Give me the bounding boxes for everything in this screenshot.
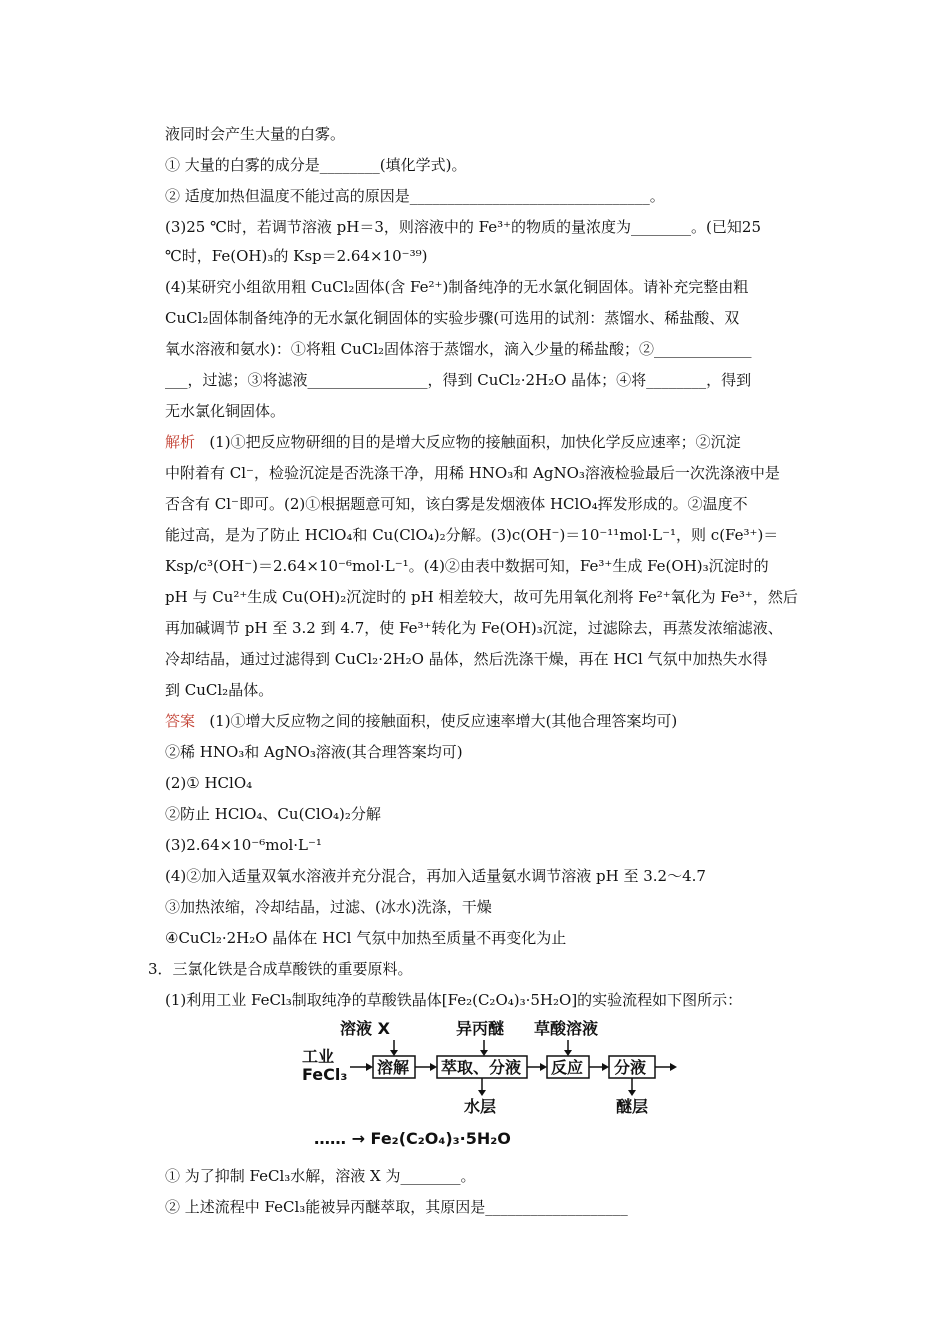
text-line: pH 与 Cu²⁺生成 Cu(OH)₂沉淀时的 pH 相差较大，故可先用氧化剂将 Fe²⁺氧化为 Fe³⁺，然后: [165, 588, 798, 606]
flow-arrowhead: [390, 1050, 398, 1056]
text-line: CuCl₂固体制备纯净的无水氯化铜固体的实验步骤(可选用的试剂：蒸馏水、稀盐酸、双: [165, 309, 740, 327]
flow-reagent-1: 溶液 X: [340, 1019, 390, 1038]
text-line: (4)②加入适量双氧水溶液并充分混合，再加入适量氨水调节溶液 pH 至 3.2～4.7: [165, 867, 706, 885]
text-line: ④CuCl₂·2H₂O 晶体在 HCl 气氛中加热至质量不再变化为止: [165, 929, 567, 947]
flow-arrowhead: [540, 1063, 547, 1071]
text-line: 液同时会产生大量的白雾。: [165, 125, 346, 143]
text-line: 冷却结晶，通过过滤得到 CuCl₂·2H₂O 晶体，然后洗涤干燥，再在 HCl 气氛中加热失水得: [165, 650, 768, 668]
flow-reagent-3: 草酸溶液: [534, 1019, 599, 1038]
text-line: ② 上述流程中 FeCl₃能被异丙醚萃取，其原因是___________________: [165, 1198, 628, 1216]
answer-label: 答案: [165, 712, 196, 730]
flow-arrowhead: [366, 1063, 373, 1071]
text-line: ③加热浓缩，冷却结晶，过滤、(冰水)洗涤，干燥: [165, 898, 492, 916]
flow-output-ether: 醚层: [616, 1097, 649, 1116]
answer-first-line: [165, 711, 677, 731]
text-line: ___，过滤；③将滤液________________，得到 CuCl₂·2H₂O 晶体；④将________，得到: [165, 371, 752, 389]
text-line: ②稀 HNO₃和 AgNO₃溶液(其合理答案均可): [165, 743, 463, 761]
flow-input-line1: 工业: [302, 1047, 335, 1066]
flow-arrowhead: [564, 1050, 572, 1056]
text-line: (2)① HClO₄: [165, 774, 253, 792]
text-line: (3)2.64×10⁻⁶mol·L⁻¹: [165, 836, 322, 854]
text-line: ②防止 HClO₄、Cu(ClO₄)₂分解: [165, 805, 381, 823]
text-line: 氧水溶液和氨水)：①将粗 CuCl₂固体溶于蒸馏水，滴入少量的稀盐酸；②_____________: [165, 340, 752, 358]
text-line: 能过高，是为了防止 HClO₄和 Cu(ClO₄)₂分解。(3)c(OH⁻)＝10⁻¹¹mol·L⁻¹，则 c(Fe³⁺)＝: [165, 526, 779, 544]
text-line: ℃时，Fe(OH)₃的 Ksp＝2.64×10⁻³⁹): [165, 247, 428, 265]
text-line: 中附着有 Cl⁻，检验沉淀是否洗涤干净，用稀 HNO₃和 AgNO₃溶液检验最后一次洗涤液中是: [165, 464, 780, 482]
flow-arrowhead: [628, 1090, 636, 1096]
analysis-label: 解析: [165, 433, 196, 451]
flow-box-extract-label: 萃取、分液: [441, 1058, 522, 1077]
text-line: (3)25 ℃时，若调节溶液 pH＝3，则溶液中的 Fe³⁺的物质的量浓度为________。(已知25: [165, 218, 761, 236]
flow-arrowhead: [602, 1063, 609, 1071]
flow-product: …… → Fe₂(C₂O₄)₃·5H₂O: [314, 1129, 511, 1148]
flow-arrowhead: [430, 1063, 437, 1071]
text-line: (1)①把反应物研细的目的是增大反应物的接触面积，加快化学反应速率；②沉淀: [209, 433, 741, 451]
text-line: ① 大量的白雾的成分是________(填化学式)。: [165, 156, 467, 174]
text-line: ② 适度加热但温度不能过高的原因是________________________________。: [165, 187, 665, 205]
analysis-first-line: [165, 432, 741, 452]
text-line: ① 为了抑制 FeCl₃水解，溶液 X 为________。: [165, 1167, 476, 1185]
text-line: 否含有 Cl⁻即可。(2)①根据题意可知，该白雾是发烟液体 HClO₄挥发形成的。②温度不: [165, 495, 748, 513]
flow-arrowhead: [670, 1063, 677, 1071]
text-line: 再加碱调节 pH 至 3.2 到 4.7，使 Fe³⁺转化为 Fe(OH)₃沉淀，过滤除去，再蒸发浓缩滤液、: [165, 619, 783, 637]
text-line: (1)①增大反应物之间的接触面积，使反应速率增大(其他合理答案均可): [209, 712, 678, 730]
text-line: (1)利用工业 FeCl₃制取纯净的草酸铁晶体[Fe₂(C₂O₄)₃·5H₂O]的实验流程如下图所示：: [165, 991, 743, 1009]
flow-output-aqueous: 水层: [464, 1097, 497, 1116]
text-line: Ksp/c³(OH⁻)＝2.64×10⁻⁶mol·L⁻¹。(4)②由表中数据可知，Fe³⁺生成 Fe(OH)₃沉淀时的: [165, 557, 769, 575]
text-line: (4)某研究小组欲用粗 CuCl₂固体(含 Fe²⁺)制备纯净的无水氯化铜固体。请补充完整由粗: [165, 278, 749, 296]
flow-box-separate-label: 分液: [614, 1058, 647, 1077]
question-heading: 3．三氯化铁是合成草酸铁的重要原料。: [148, 960, 413, 978]
text-line: 无水氯化铜固体。: [165, 402, 286, 420]
flow-arrowhead: [480, 1050, 488, 1056]
flow-box-dissolve-label: 溶解: [377, 1058, 410, 1077]
flow-diagram: [300, 1012, 700, 1152]
flow-box-react-label: 反应: [551, 1058, 584, 1077]
flow-arrowhead: [478, 1090, 486, 1096]
text-line: 到 CuCl₂晶体。: [165, 681, 274, 699]
flow-reagent-2: 异丙醚: [456, 1019, 505, 1038]
flow-input-line2: FeCl₃: [302, 1065, 348, 1084]
